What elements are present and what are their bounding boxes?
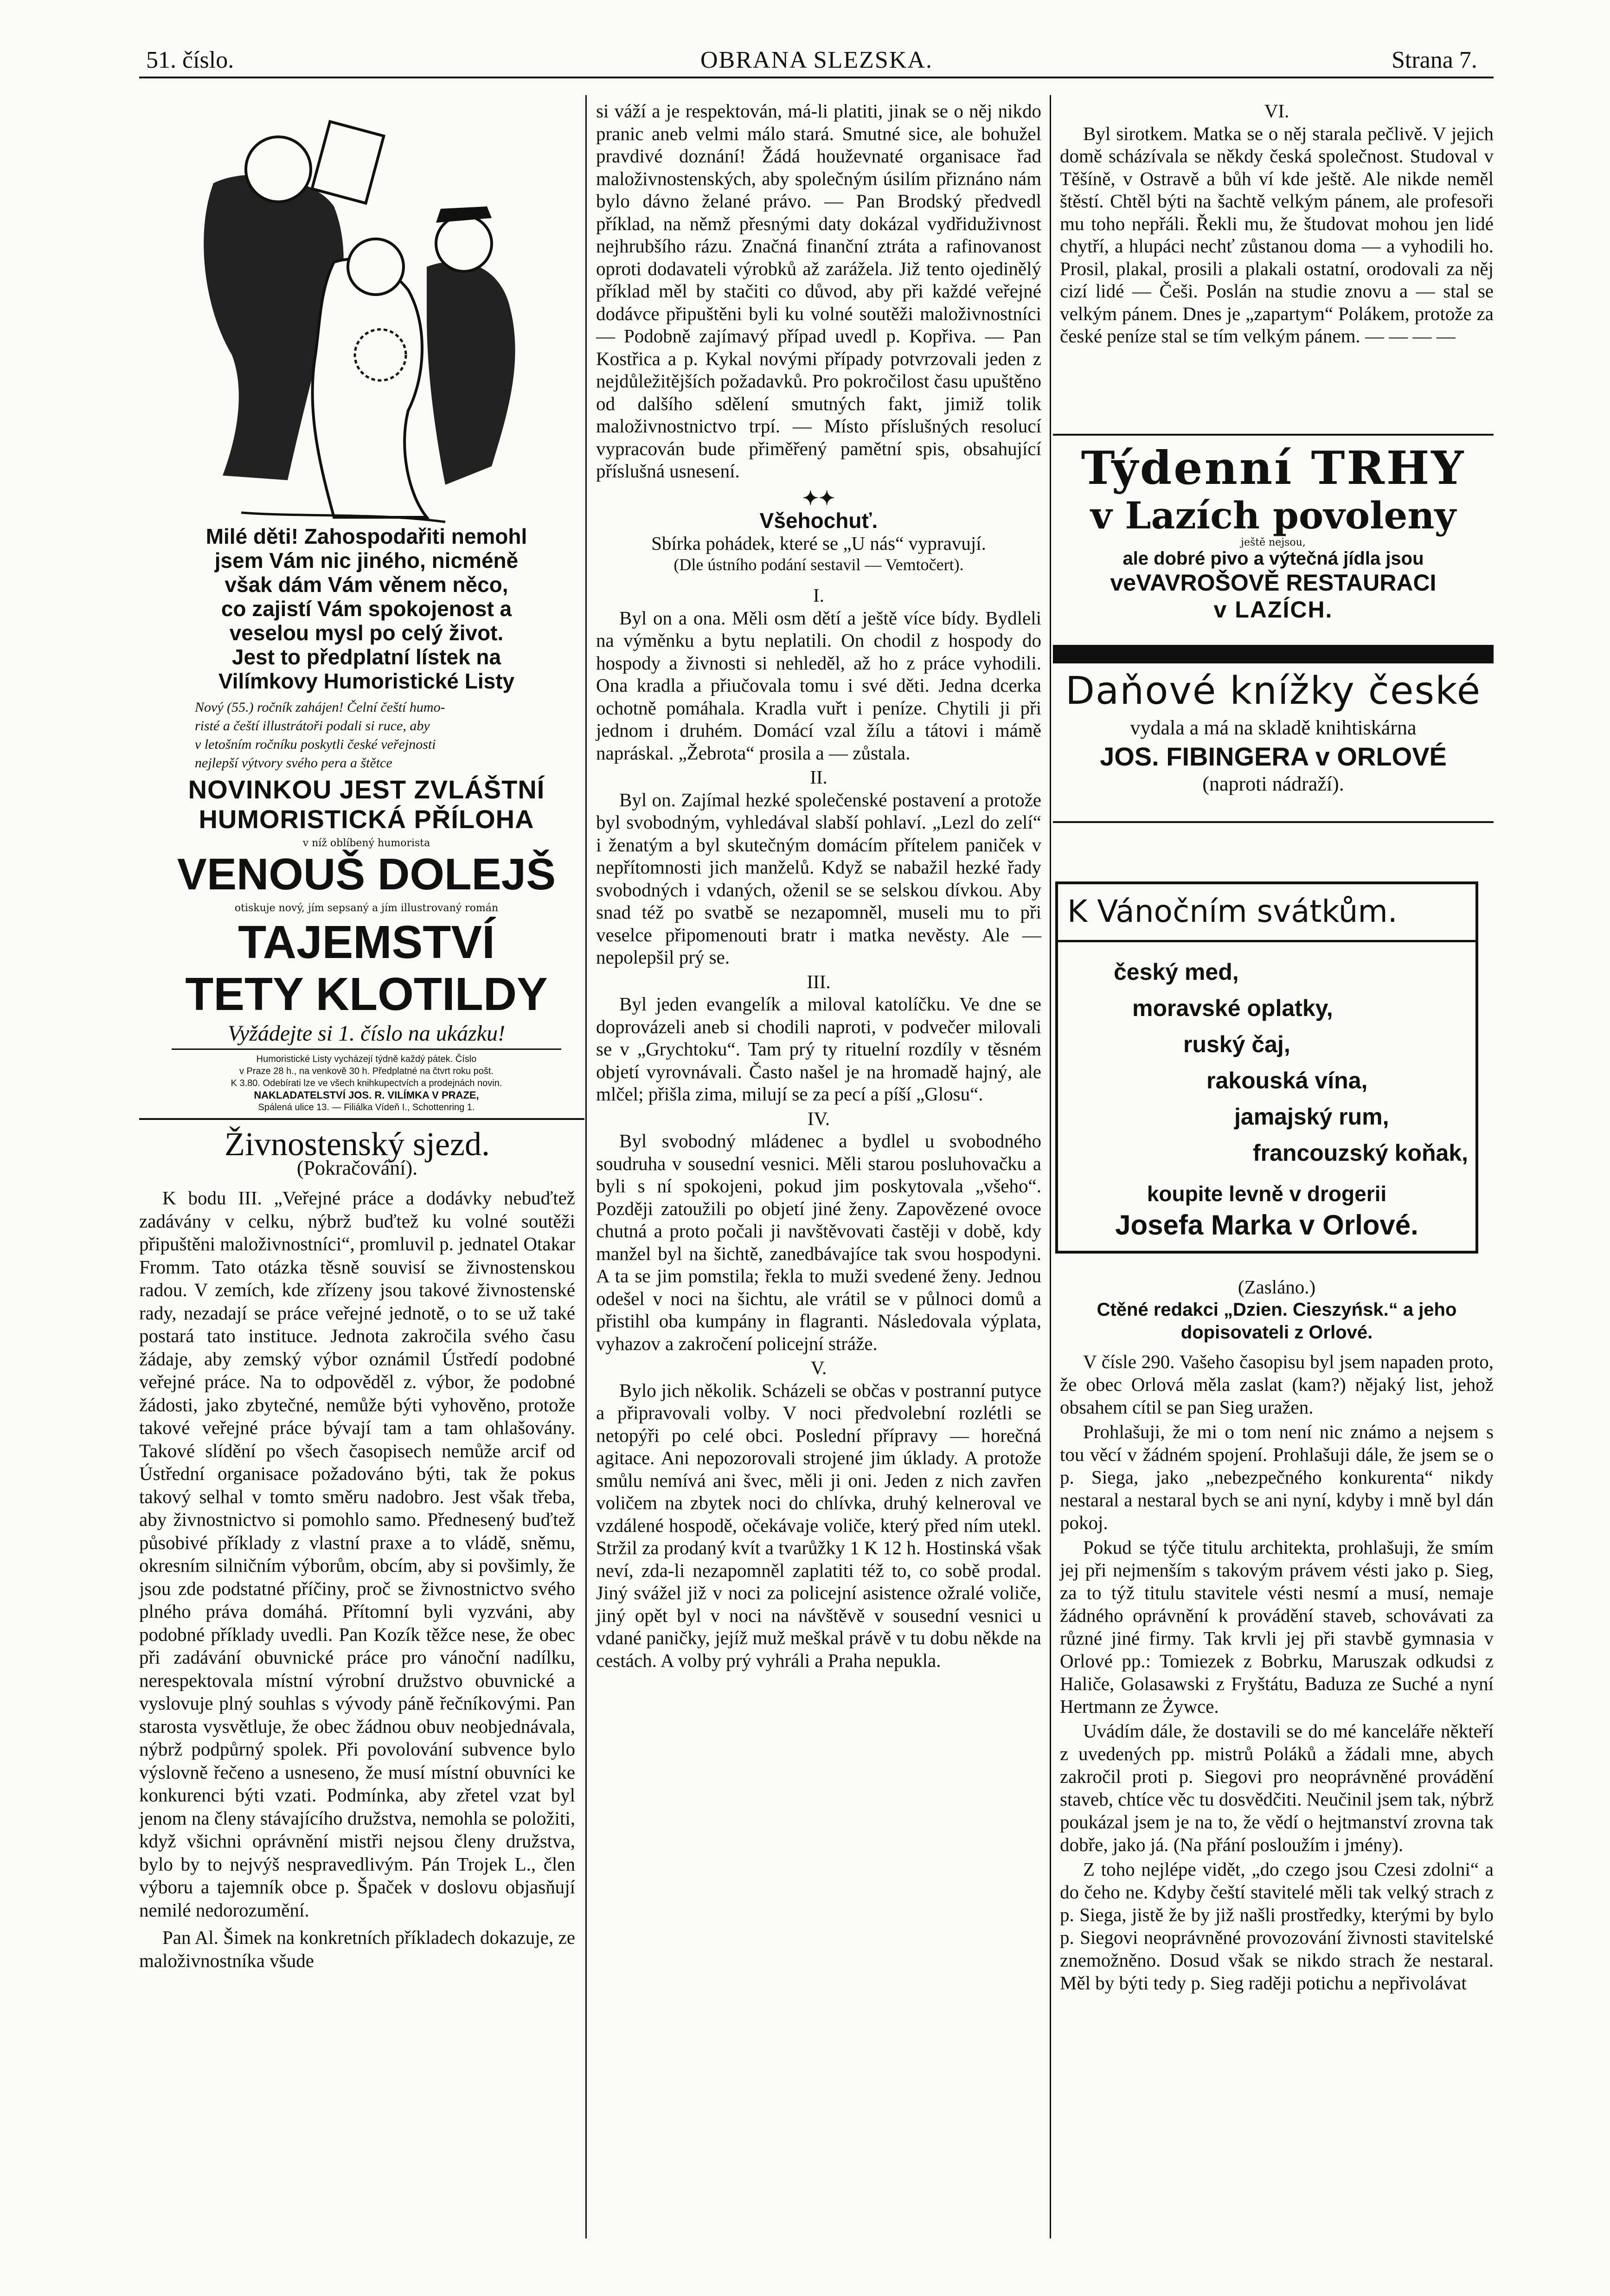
ad-novinka-1: NOVINKOU JEST ZVLÁŠTNÍ (188, 775, 545, 804)
ad-cta-rule (172, 1048, 561, 1050)
story-text: Byl sirotkem. Matka se o něj starala pečlivě. V jejich domě scházívala se někdy česká společnost. Studoval v Těšíně, v Ostravě a bůh ví kde ještě. Ale nikde neměl štěstí. Chtěl býti na šachtě velkým pánem, ale profesoři mu toho nepřáli. Řekli mu, že študovat mohou jen lidé chytří, a hlupáci nechť zůstanou doma — a vyhodili ho. Prosil, plakal, prosili a plakali ostatní, orodovali za něj cizí lidé — Češi. Poslán na studie znovu a — stal se velkým pánem. Dnes je „zapartym“ Polákem, protože za české peníze stal se tím velkým pánem. — — — — (1060, 122, 1494, 347)
middle-column (596, 100, 1041, 1673)
story-text: Bylo jich několik. Scházeli se občas v postranní putyce a připravovali volby. V noci předvolební rozlétli se netopýři po celé obci. Poslední přípravy — horečná agitace. Ani nepozorovali strojené jim úklady. A protože smůlu nemívá ani švec, měli ji oni. Jeden z nich zavřen voličem na zbytek noci do chlívka, druhý kelneroval ve vzdálené hospodě, očekávaje voliče, který před ním utekl. Stržil za prodaný kvít a tvarůžky 1 K 12 h. Hostinská však neví, zda-li nezapomněl zaplatiti též to, co sobě prodal. Jiný svážel již v noci za policejní asistence ožralé voliče, jiný opět byl v noci na návštěvě v sousední vesnici u vdané paničky, jejíž muž meškal právě v tu dobu někde na cestách. A volby prý vyhráli a Praha nepukla. (596, 1379, 1041, 1671)
ad-note-3: v letošním ročníku poskytli české veřejnosti (195, 737, 436, 752)
danove-knizky-advert (1053, 668, 1494, 796)
ad-intro-7: Vilímkovy Humoristické Listy (218, 669, 515, 693)
article-subtitle: (Pokračování). (296, 1157, 418, 1179)
section-note: (Dle ústního podání sestavil — Vemtočert). (674, 555, 964, 574)
zaslano-paragraph: V čísle 290. Vašeho časopisu byl jsem napaden proto, že obec Orlová měla zaslat (kam?) nějaký list, jehož obsahem cítil se pan Sieg uražen. (1060, 1351, 1494, 1418)
vanoce-shop: Josefa Marka v Orlové. (1115, 1209, 1418, 1241)
zaslano-head: (Zasláno.) (1238, 1276, 1316, 1298)
article-zivnostensky-sjezd (139, 1125, 575, 1974)
ad-author: VENOUŠ DOLEJŠ (177, 849, 556, 899)
vanoce-title-rule (1058, 940, 1475, 942)
col2-paragraph: si váží a je respektován, má-li platiti, jinak se o něj nikdo pranic aneb velmi málo stará. Smutné sice, ale bohužel pravdivé doznání! Žádá houževnaté organisace řad maloživnostenských, aby společným úsilím přiznáno nám bylo dávno želané právo. — Pan Brodský předvedl příklad, na němž přesnými daty dokázal vydřiduživnost nejhrubšího rázu. Značná finanční ztráta a rafinovanost oproti dodavateli výrobků až zarážela. Již tento ojedinělý příklad měl by stačiti co důvod, aby při každé veřejné dodávce připuštěni byli ku volné soutěži maloživnostníci — Podobně zajímavý případ uvedl p. Kopřiva. — Pan Kostřica a p. Kykal novými případy potvrzovali jeden z nejdůležitějších požadavků. Pro pokročilost času upuštěno od dalšího sdělení smutných fakt, jimiž tolik maloživnostnictvo trpí. — Místo příslušných resolucí vypracován bude přiměřený pamětní spis, obsahující příslušná usnesení. (596, 100, 1041, 482)
trhy-line5: v LAZÍCH. (1213, 597, 1333, 623)
section-title: Všehochuť. (759, 508, 878, 533)
danove-line1: Daňové knížky české (1065, 669, 1482, 713)
header-rule (139, 77, 1494, 78)
trhy-advert (1053, 443, 1494, 623)
wedding-illustration (167, 114, 566, 531)
column-rule-2 (1050, 95, 1051, 2238)
danove-line3: JOS. FIBINGERA v ORLOVÉ (1100, 742, 1447, 771)
ad-novel-1: TAJEMSTVÍ (238, 916, 495, 968)
trhy-line1: Týdenní TRHY (1081, 442, 1466, 495)
ad-novel-note: otiskuje nový, jím sepsaný a jím illustrovaný román (234, 902, 499, 914)
page-number: Strana 7. (1392, 47, 1477, 73)
story-number: II. (810, 766, 827, 788)
trhy-note: ještě nejsou, (1241, 537, 1306, 548)
vanoce-item: ruský čaj, (1183, 1031, 1290, 1057)
vanoce-title: K Vánočním svátkům. (1067, 894, 1398, 929)
article-paragraph: K bodu III. „Veřejné práce a dodávky nebuďtež zadávány v celku, nýbrž buďtež ku volné soutěži připuštěni maloživnostníci“, promluvil p. jednatel Otakar Fromm. Tato otázka těsně souvisí se živnostenskou radou. V zemích, kde zřízeny jsou takové živnostenské rady, nezadají se práce veřejné jednotě, o to se už také postará tato instituce. Jednota zakročila svého času žádaje, aby zemský výbor oznámil Ústředí podobné veřejné práce. Na to odpověděl z. výbor, že podobné žádosti, jako zbytečné, nemůže býti vyhověno, protože takové veřejné práce bývají tam a tam ohlašovány. Takové slídění po všech časopisech nemůže arcif od Ústřední organisace požadováno býti, tak že pokus takový selhal v tomto směru nadobro. Jest však třeba, aby živnostnictvo si pomohlo samo. Přednesený buďtež působivé příklady z vlastní praxe a to vládě, sněmu, okresním silničním výborům, obcím, aby si povšimly, že jsou zde podstatné příčiny, proč se živnostnictvo svého plného práva domáhá. Přítomní byli vyzváni, aby podobné příklady uvedli. Pan Kozík těžce nese, že obec při zadávání obuvnické práce pro vánoční nadílku, nerespektovala místní výrobní družstvo obuvnické a vyslovuje plný souhlas s vývody páně řečníkovými. Pan starosta vysvětluje, že obec žádnou obuv neobjednávala, nýbrž podpůrný spolek. Při povolování subvence bylo výslovně řečeno a usneseno, že musí místní obuvníci ke konkurenci býti vzati. Podmínka, aby zřetel vzat byl jenom na členy stávajícího družstva, nemohla se položiti, když všichni oprávnění mistři nejsou členy družstva, bylo by to nejvýš nespravedlivým. Pán Trojek L., člen výboru a tajemník obce p. Špaček v doslovu objasňují nemilé nedorozumění. (139, 1187, 575, 1921)
section-subtitle: Sbírka pohádek, které se „U nás“ vypravují. (651, 532, 986, 554)
vanoce-item: francouzský koňak, (1253, 1140, 1469, 1166)
trhy-line4: veVAVROŠOVĚ RESTAURACI (1110, 570, 1437, 596)
ad-fine-4: NAKLADATELSTVÍ JOS. R. VILÍMKA V PRAZE, (254, 1089, 479, 1101)
right-column (1060, 100, 1494, 349)
story-text: Byl jeden evangelík a miloval katolíčku. Ve dne se doprovázeli aneb si chodili naproti, v podvečer milovali se v „Grychtoku“. Tam prý ty rituelní rozdíly v těsném objetí vyrovnávali. Často našel je na hromadě hajný, ale mlčel; přišla zima, milují se za pecí a píší „Glosu“. (596, 993, 1041, 1105)
ad-note-1: Nový (55.) ročník zahájen! Čelní čeští humo- (195, 700, 445, 715)
stars-divider: ✦✦ (802, 487, 835, 509)
ad-intro-1: Milé děti! Zahospodařiti nemohl (205, 524, 527, 548)
zaslano-paragraph: Z toho nejlépe vidět, „do czego jsou Czesi zdolni“ a do čeho ne. Kdyby čeští stavitelé měli tak velký strach z p. Siega, jistě že by již našli prostředky, kterými by bylo p. Siegovi neoprávněné provozování živnosti stavitelské znemožněno. Dosud však se nikdo strach že nestaral. Měl by býti tedy p. Sieg raději potichu a nepřivolávat (1060, 1859, 1494, 1994)
story-text: Byl on a ona. Měli osm dětí a ještě více bídy. Bydleli na výměnku a bytu neplatili. On chodil z hospody do hospody a živnosti si nehleděl, až ho z práce vyhodili. Ona kradla a přiučovala tomu i své děti. Jedna dcerka ochotně pomáhala. Kradla vuřt i peníze. Chytili ji při jednom i druhém. Domácí vzal žílu a tátovi i mámě napráskal. „Žebrota“ prosila a — zůstala. (596, 607, 1041, 764)
article-title: Živnostenský sjezd. (225, 1125, 490, 1163)
ad-note-2: risté a čeští illustrátoři podali si ruce, aby (195, 718, 430, 733)
vanoce-item: jamajský rum, (1234, 1104, 1389, 1130)
ad-intro-2: jsem Vám nic jiného, nicméně (214, 548, 519, 572)
story-text: Byl svobodný mládenec a bydlel u svobodného soudruha v sousední vesnici. Měli starou posluhovačku a byli s ní spokojeni, pokud jim poskytovala „všeho“. Později zatoužili po objetí jiné ženy. Zapovězené ovoce chutná a proto počali ji navštěvovati častěji v době, kdy manžel byl na šichtě, zanedbávajíce tak svou hospodyni. A ta se jim pomstila; řekla to muži svedené ženy. Jednou odešel v noci na šichtu, ale vrátil se v půlnoci domů a přistihl oba kumpány in flagranti. Následovala výplata, vyhazov a zakročení policejní stráže. (596, 1130, 1041, 1354)
ad-fine-5: Spálená ulice 13. — Filiálka Vídeň I., Schottenring 1. (258, 1102, 475, 1113)
ad-author-note: v níž oblíbený humorista (302, 837, 430, 849)
trhy-line3: ale dobré pivo a výtečná jídla jsou (1123, 548, 1424, 569)
article-paragraph: Pan Al. Šimek na konkretních příkladech dokazuje, ze maloživnostníka všude (139, 1927, 575, 1971)
ad-fine-2: v Praze 28 h., na venkově 30 h. Předplatné na čtvrt roku pošt. (239, 1066, 494, 1076)
vanoce-item: český med, (1114, 959, 1239, 985)
ad-cta: Vyžádejte si 1. číslo na ukázku! (227, 1021, 506, 1046)
story-text: Byl on. Zajímal hezké společenské postavení a protože byl svobodným, vyhledával slabší pohlaví. „Lezl do zelí“ i ženatým a byl skutečným domácím přítelem paniček v nepřítomnosti jich manželů. Když se nabažil hezké řady svobodných i vdaných, oženil se se selskou dívkou. Aby snad též po svatbě se nezapomněl, museli mu to při veselce připomenouti bratr i matka nevěsty. Ale — nepolepšil prý se. (596, 789, 1041, 968)
ad-intro-3: však dám Vám věnem něco, (225, 572, 508, 597)
newspaper-title: OBRANA SLEZSKA. (700, 47, 933, 73)
ad-novinka-2: HUMORISTICKÁ PŘÍLOHA (199, 804, 534, 834)
vanoce-item: moravské oplatky, (1132, 995, 1333, 1021)
story-number: I. (813, 585, 824, 606)
story-number: V. (810, 1357, 827, 1378)
ad-novel-2: TETY KLOTILDY (185, 968, 548, 1020)
ad-note-4: nejlepší výtvory svého pera a štětce (195, 755, 392, 771)
ad-fine-3: K 3.80. Odebírati lze ve všech knihkupectvích a prodejnách novin. (231, 1078, 502, 1088)
column-rule-1 (585, 95, 587, 2238)
danove-line4: (naproti nádraží). (1202, 772, 1344, 795)
danove-line2: vydala a má na skladě knihtiskárna (1130, 716, 1417, 739)
zaslano-paragraph: Prohlašuji, že mi o tom není nic známo a nejsem s tou věcí v žádném spojení. Prohlašuji dále, že jsem se o p. Siega, jako „nebezpečného konkurenta“ nikdy nestaral a nestaral bych se ani nyní, kdyby i mně byl dán pokoj. (1060, 1421, 1494, 1533)
zaslano-section (1060, 1276, 1494, 1996)
ad-rule (1053, 434, 1494, 436)
vanoce-item: rakouská vína, (1206, 1068, 1368, 1093)
story-number: IV. (807, 1107, 830, 1129)
vanoce-buy: koupite levně v drogerii (1147, 1182, 1387, 1206)
ad-intro-6: Jest to předplatní lístek na (231, 645, 501, 669)
issue-number: 51. číslo. (146, 47, 234, 73)
ad-bottom-rule (139, 1118, 584, 1120)
vanoce-advert (1055, 881, 1478, 1254)
zaslano-paragraph: Pokud se týče titulu architekta, prohlašuji, že smím jej při nejmenším s takovým právem vésti jako p. Sieg, za to týž titulu stavitele vésti nesmí a musí, nemaje žádného oprávnění k provádění staveb, schovávati za různé jiné firmy. Tak krvli jej při stavbě gymnasia v Orlové pp.: Tomiezek z Bobrku, Maruszak odkudsi z Haliče, Golasawski z Fryštátu, Baduza ze Suché a nyní Hertmann ze Żywce. (1060, 1537, 1494, 1717)
humor-listy-advert (167, 104, 566, 1113)
ad-intro-5: veselou mysl po celý život. (229, 621, 504, 645)
zaslano-title: Ctěné redakci „Dzien. Cieszyńsk.“ a jeho dopisovateli z Orlové. (1097, 1299, 1457, 1343)
ad-rule-2 (1053, 821, 1494, 823)
ad-fine-1: Humoristické Listy vycházejí týdně každý pátek. Číslo (256, 1054, 477, 1064)
zaslano-paragraph: Uvádím dále, že dostavili se do mé kanceláře někteří z uvedených pp. mistrů Poláků a žádali mne, abych zakročil proti p. Siegovi pro neoprávněné provádění staveb, chtíce věc tu dosvědčiti. Neučinil jsem tak, nýbrž poukázal jsem je na to, že vědí o hejtmanství zrovna tak dobře, jako já. (Na přání posloužím i jmény). (1060, 1720, 1494, 1855)
thick-rule (1053, 645, 1494, 663)
story-number: VI. (1264, 100, 1289, 122)
trhy-line2: v Lazích povoleny (1090, 494, 1456, 537)
ad-intro-4: co zajistí Vám spokojenost a (221, 597, 512, 621)
story-number: III. (807, 971, 831, 992)
